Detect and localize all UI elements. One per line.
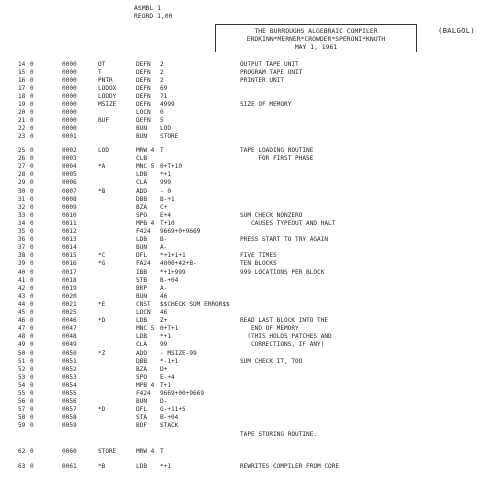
listing-lab: STORE bbox=[98, 448, 117, 455]
listing-seq: 23 bbox=[18, 133, 26, 140]
listing-seq: 28 bbox=[18, 171, 26, 179]
listing-addr: 0060 bbox=[62, 448, 77, 455]
listing-opd: 46 bbox=[160, 292, 168, 300]
listing-opd: T+1 bbox=[160, 381, 172, 389]
listing-opd: 4000+42+B- bbox=[160, 260, 197, 268]
listing-opd: 2 bbox=[160, 61, 164, 68]
listing-cmt: PRINTER UNIT bbox=[240, 77, 285, 84]
listing-lab: *D bbox=[98, 317, 106, 325]
listing-opd: E-+4 bbox=[160, 373, 175, 381]
listing-op: MPB 4 bbox=[136, 381, 155, 389]
listing-op: BUN bbox=[136, 244, 148, 252]
listing-seq: 50 bbox=[18, 349, 26, 357]
listing-seq: 25 bbox=[18, 147, 26, 154]
listing-opd: 4999 bbox=[160, 101, 175, 108]
listing-op: BRP bbox=[136, 284, 148, 292]
listing-zero: 0 bbox=[30, 284, 34, 292]
listing-zero: 0 bbox=[30, 341, 34, 349]
listing-zero: 0 bbox=[30, 252, 34, 260]
listing-addr: 0052 bbox=[62, 365, 77, 373]
listing-op: CNST bbox=[136, 300, 151, 308]
date-line: MAY 1, 1961 bbox=[294, 43, 338, 51]
listing-addr: 0000 bbox=[62, 77, 77, 84]
listing-cmt: FOR FIRST PHASE bbox=[240, 155, 314, 163]
listing-opd: 999 bbox=[160, 179, 172, 187]
listing-cmt: CAUSES TYPEOUT AND HALT bbox=[240, 219, 336, 227]
listing-cmt: PROGRAM TAPE UNIT bbox=[240, 69, 303, 76]
listing-addr: 0018 bbox=[62, 276, 77, 284]
title-box bbox=[215, 24, 417, 52]
listing-op: CLB bbox=[136, 155, 148, 163]
listing-seq: 45 bbox=[18, 309, 26, 316]
listing-opd: 5 bbox=[160, 117, 164, 124]
listing-addr: 0015 bbox=[62, 252, 77, 260]
listing-seq: 41 bbox=[18, 276, 26, 284]
listing-opd: T bbox=[160, 147, 164, 154]
listing-op: LDB bbox=[136, 171, 148, 179]
listing-addr: 0025 bbox=[62, 309, 77, 316]
listing-opd: *-1+1 bbox=[160, 357, 179, 365]
listing-cmt: PRESS START TO TRY AGAIN bbox=[240, 236, 329, 244]
listing-lab: *D bbox=[98, 406, 106, 414]
listing-opd: STORE bbox=[160, 133, 179, 140]
listing-seq: 54 bbox=[18, 381, 26, 389]
listing-opd: *+1 bbox=[160, 463, 172, 470]
listing-lab: LODDY bbox=[98, 93, 117, 100]
listing-cmt: SIZE OF MEMORY bbox=[240, 101, 292, 108]
listing-seq: 17 bbox=[18, 85, 26, 92]
listing-zero: 0 bbox=[30, 325, 34, 333]
listing-opd: B-+04 bbox=[160, 276, 179, 284]
listing-seq: 35 bbox=[18, 228, 26, 235]
listing-zero: 0 bbox=[30, 300, 34, 308]
listing-opd: T+10 bbox=[160, 219, 175, 227]
listing-cmt: SUM CHECK IT, TOO bbox=[240, 357, 303, 365]
listing-addr: 0012 bbox=[62, 228, 77, 235]
listing-opd: 69 bbox=[160, 85, 168, 92]
listing-zero: 0 bbox=[30, 357, 34, 365]
listing-addr: 0047 bbox=[62, 325, 77, 333]
listing-seq: 15 bbox=[18, 69, 26, 76]
listing-opd: 2 bbox=[160, 77, 164, 84]
listing-seq: 39 bbox=[18, 260, 26, 268]
listing-lab: OT bbox=[98, 61, 106, 68]
listing-zero: 0 bbox=[30, 365, 34, 373]
listing-opd: LOD bbox=[160, 125, 172, 132]
listing-zero: 0 bbox=[30, 219, 34, 227]
listing-op: BZA bbox=[136, 365, 148, 373]
reord-directive: REORD 1,00 bbox=[134, 12, 173, 20]
listing-opd: T bbox=[160, 448, 164, 455]
listing-op: DEFN bbox=[136, 77, 151, 84]
listing-opd: E+4 bbox=[160, 211, 172, 219]
listing-lab: *G bbox=[98, 260, 106, 268]
listing-seq: 29 bbox=[18, 179, 26, 187]
listing-zero: 0 bbox=[30, 414, 34, 422]
listing-addr: 0017 bbox=[62, 268, 77, 276]
listing-seq: 57 bbox=[18, 406, 26, 414]
listing-cmt: CORRECTIONS, IF ANY) bbox=[240, 341, 325, 349]
listing-addr: 0000 bbox=[62, 69, 77, 76]
listing-opd: *+1+999 bbox=[160, 268, 186, 276]
listing-zero: 0 bbox=[30, 236, 34, 244]
listing-opd: 9669+0+9669 bbox=[160, 228, 201, 235]
listing-addr: 0000 bbox=[62, 101, 77, 108]
listing-opd: B-+1 bbox=[160, 195, 175, 203]
listing-seq: 47 bbox=[18, 325, 26, 333]
listing-lab: T bbox=[98, 69, 102, 76]
listing-cmt: SUM CHECK NONZERO bbox=[240, 211, 303, 219]
listing-addr: 0016 bbox=[62, 260, 77, 268]
listing-zero: 0 bbox=[30, 268, 34, 276]
listing-lab: *B bbox=[98, 187, 106, 195]
listing-zero: 0 bbox=[30, 163, 34, 171]
listing-opd: A- bbox=[160, 284, 168, 292]
listing-addr: 0056 bbox=[62, 398, 77, 406]
listing-zero: 0 bbox=[30, 398, 34, 406]
listing-zero: 0 bbox=[30, 406, 34, 414]
listing-opd: *+1+1+1 bbox=[160, 252, 186, 260]
listing-addr: 0055 bbox=[62, 390, 77, 397]
listing-zero: 0 bbox=[30, 244, 34, 252]
listing-addr: 0061 bbox=[62, 463, 77, 470]
listing-seq: 27 bbox=[18, 163, 26, 171]
listing-zero: 0 bbox=[30, 422, 34, 430]
listing-cmt: 999 LOCATIONS PER BLOCK bbox=[240, 268, 325, 276]
listing-cmt: (THIS HOLDS PATCHES AND bbox=[240, 333, 332, 341]
listing-opd: STACK bbox=[160, 422, 179, 430]
listing-seq: 26 bbox=[18, 155, 26, 163]
listing-cmt: READ LAST BLOCK INTO THE bbox=[240, 317, 329, 325]
listing-zero: 0 bbox=[30, 317, 34, 325]
listing-seq: 16 bbox=[18, 77, 26, 84]
listing-addr: 0010 bbox=[62, 211, 77, 219]
listing-op: BOF bbox=[136, 422, 148, 430]
listing-seq: 18 bbox=[18, 93, 26, 100]
listing-op: DFL bbox=[136, 406, 148, 414]
listing-opd: A- bbox=[160, 244, 168, 252]
listing-lab: BUF bbox=[98, 117, 110, 124]
listing-seq: 34 bbox=[18, 219, 26, 227]
listing-lab: PNTR bbox=[98, 77, 113, 84]
listing-op: MRW 4 bbox=[136, 147, 155, 154]
listing-addr: 0014 bbox=[62, 244, 77, 252]
listing-zero: 0 bbox=[30, 381, 34, 389]
listing-zero: 0 bbox=[30, 93, 34, 100]
listing-addr: 0003 bbox=[62, 155, 77, 163]
listing-addr: 0021 bbox=[62, 300, 77, 308]
listing-zero: 0 bbox=[30, 228, 34, 235]
listing-op: IBB bbox=[136, 268, 148, 276]
listing-opd: C+ bbox=[160, 203, 168, 211]
listing-zero: 0 bbox=[30, 109, 34, 116]
listing-op: SPO bbox=[136, 373, 148, 381]
listing-op: FA24 bbox=[136, 260, 151, 268]
listing-seq: 20 bbox=[18, 109, 26, 116]
listing-zero: 0 bbox=[30, 276, 34, 284]
title-line: THE BURROUGHS ALGEBRAIC COMPILER bbox=[254, 27, 378, 35]
listing-op: STA bbox=[136, 414, 148, 422]
listing-zero: 0 bbox=[30, 179, 34, 187]
listing-seq: 22 bbox=[18, 125, 26, 132]
listing-addr: 0057 bbox=[62, 406, 77, 414]
listing-opd: $$CHECK SUM ERROR$$ bbox=[160, 300, 230, 308]
listing-addr: 0020 bbox=[62, 292, 77, 300]
listing-op: LDB bbox=[136, 317, 148, 325]
listing-addr: 0002 bbox=[62, 147, 77, 154]
listing-zero: 0 bbox=[30, 187, 34, 195]
listing-op: MPB 4 bbox=[136, 219, 155, 227]
listing-opd: 46 bbox=[160, 309, 168, 316]
listing-opd: D- bbox=[160, 398, 168, 406]
listing-cmt: REWRITES COMPILER FROM CORE bbox=[240, 463, 340, 470]
listing-zero: 0 bbox=[30, 260, 34, 268]
listing-op: DBB bbox=[136, 357, 148, 365]
listing-op: BZA bbox=[136, 203, 148, 211]
listing-cmt: TAPE STORING ROUTINE. bbox=[240, 430, 318, 438]
listing-op: BUN bbox=[136, 133, 148, 140]
listing-addr: 0011 bbox=[62, 219, 77, 227]
listing-addr: 0049 bbox=[62, 341, 77, 349]
listing-addr: 0053 bbox=[62, 373, 77, 381]
listing-addr: 0054 bbox=[62, 381, 77, 389]
listing-zero: 0 bbox=[30, 292, 34, 300]
listing-zero: 0 bbox=[30, 85, 34, 92]
listing-zero: 0 bbox=[30, 171, 34, 179]
listing-seq: 21 bbox=[18, 117, 26, 124]
listing-addr: 0006 bbox=[62, 179, 77, 187]
listing-opd: Z+ bbox=[160, 317, 168, 325]
listing-zero: 0 bbox=[30, 373, 34, 381]
listing-addr: 0009 bbox=[62, 203, 77, 211]
listing-opd: B-+04 bbox=[160, 414, 179, 422]
listing-cmt: TAPE LOADING ROUTINE bbox=[240, 147, 314, 154]
listing-lab: LOD bbox=[98, 147, 110, 154]
listing-op: CLA bbox=[136, 341, 148, 349]
listing-op: LDB bbox=[136, 333, 148, 341]
listing-addr: 0058 bbox=[62, 414, 77, 422]
listing-opd: 0+T+1 bbox=[160, 325, 179, 333]
listing-addr: 0051 bbox=[62, 357, 77, 365]
listing-op: DEFN bbox=[136, 101, 151, 108]
listing-op: STB bbox=[136, 276, 148, 284]
listing-seq: 32 bbox=[18, 203, 26, 211]
listing-addr: 0000 bbox=[62, 117, 77, 124]
listing-opd: 0+T+10 bbox=[160, 163, 183, 171]
listing-opd: 0 bbox=[160, 109, 164, 116]
listing-addr: 0019 bbox=[62, 284, 77, 292]
listing-opd: 9669+00+9669 bbox=[160, 390, 205, 397]
listing-zero: 0 bbox=[30, 117, 34, 124]
listing-seq: 33 bbox=[18, 211, 26, 219]
listing-opd: B- bbox=[160, 236, 168, 244]
listing-op: DEFN bbox=[136, 117, 151, 124]
listing-lab: MSIZE bbox=[98, 101, 117, 108]
listing-op: DEFN bbox=[136, 85, 151, 92]
listing-opd: - MSIZE-99 bbox=[160, 349, 197, 357]
listing-opd: G-+11+5 bbox=[160, 406, 186, 414]
listing-seq: 46 bbox=[18, 317, 26, 325]
listing-opd: 99 bbox=[160, 341, 168, 349]
listing-seq: 49 bbox=[18, 341, 26, 349]
listing-seq: 58 bbox=[18, 414, 26, 422]
listing-zero: 0 bbox=[30, 125, 34, 132]
listing-zero: 0 bbox=[30, 349, 34, 357]
listing-lab: *Z bbox=[98, 349, 106, 357]
listing-op: ADD bbox=[136, 187, 148, 195]
balgol-tag: (BALGOL) bbox=[438, 26, 476, 35]
listing-seq: 44 bbox=[18, 300, 26, 308]
listing-op: F424 bbox=[136, 228, 151, 235]
listing-zero: 0 bbox=[30, 203, 34, 211]
listing-cmt: FIVE TIMES bbox=[240, 252, 277, 260]
listing-addr: 0046 bbox=[62, 317, 77, 325]
authors-line: ERDKINN*MERNER*CROWDER*SPERONI*KNUTH bbox=[246, 35, 386, 43]
listing-op: DFL bbox=[136, 252, 148, 260]
listing-op: BUN bbox=[136, 125, 148, 132]
listing-lab: *B bbox=[98, 463, 106, 470]
listing-op: BUN bbox=[136, 292, 148, 300]
listing-zero: 0 bbox=[30, 211, 34, 219]
listing-zero: 0 bbox=[30, 448, 34, 455]
listing-lab: *E bbox=[98, 300, 106, 308]
listing-addr: 0000 bbox=[62, 125, 77, 132]
listing-addr: 0000 bbox=[62, 85, 77, 92]
listing-op: LDB bbox=[136, 463, 148, 470]
listing-seq: 43 bbox=[18, 292, 26, 300]
listing-addr: 0059 bbox=[62, 422, 77, 430]
listing-op: ADD bbox=[136, 349, 148, 357]
listing-seq: 37 bbox=[18, 244, 26, 252]
listing-zero: 0 bbox=[30, 133, 34, 140]
listing-op: LOCN bbox=[136, 109, 151, 116]
listing-op: LDB bbox=[136, 236, 148, 244]
listing-cmt: TEN BLOCKS bbox=[240, 260, 277, 268]
listing-addr: 0013 bbox=[62, 236, 77, 244]
listing-lab: LODOX bbox=[98, 85, 117, 92]
listing-op: CLA bbox=[136, 179, 148, 187]
listing-zero: 0 bbox=[30, 101, 34, 108]
listing-zero: 0 bbox=[30, 390, 34, 397]
listing-zero: 0 bbox=[30, 147, 34, 154]
listing-addr: 0001 bbox=[62, 133, 77, 140]
listing-addr: 0048 bbox=[62, 333, 77, 341]
listing-cmt: OUTPUT TAPE UNIT bbox=[240, 61, 299, 68]
listing-seq: 14 bbox=[18, 61, 26, 68]
listing-zero: 0 bbox=[30, 333, 34, 341]
listing-opd: D+ bbox=[160, 365, 168, 373]
asmbl-directive: ASMBL 1 bbox=[134, 4, 161, 12]
listing-seq: 36 bbox=[18, 236, 26, 244]
listing-op: DEFN bbox=[136, 69, 151, 76]
listing-op: F424 bbox=[136, 390, 151, 397]
listing-zero: 0 bbox=[30, 195, 34, 203]
listing-seq: 31 bbox=[18, 195, 26, 203]
listing-addr: 0050 bbox=[62, 349, 77, 357]
listing-op: MNC 5 bbox=[136, 325, 155, 333]
listing-op: MRW 4 bbox=[136, 448, 155, 455]
listing-opd: - 0 bbox=[160, 187, 172, 195]
listing-addr: 0005 bbox=[62, 171, 77, 179]
listing-seq: 55 bbox=[18, 390, 26, 397]
listing-seq: 40 bbox=[18, 268, 26, 276]
listing-zero: 0 bbox=[30, 77, 34, 84]
listing-op: DEFN bbox=[136, 93, 151, 100]
listing-addr: 0000 bbox=[62, 109, 77, 116]
listing-op: MNC 5 bbox=[136, 163, 155, 171]
listing-seq: 62 bbox=[18, 448, 26, 455]
listing-seq: 52 bbox=[18, 365, 26, 373]
listing-addr: 0000 bbox=[62, 61, 77, 68]
listing-opd: 71 bbox=[160, 93, 168, 100]
listing-opd: *+1 bbox=[160, 333, 172, 341]
listing-seq: 19 bbox=[18, 101, 26, 108]
listing-addr: 0004 bbox=[62, 163, 77, 171]
listing-lab: *C bbox=[98, 252, 106, 260]
listing-addr: 0007 bbox=[62, 187, 77, 195]
listing-zero: 0 bbox=[30, 463, 34, 470]
listing-addr: 0000 bbox=[62, 93, 77, 100]
listing-seq: 53 bbox=[18, 373, 26, 381]
listing-op: DBB bbox=[136, 195, 148, 203]
listing-seq: 56 bbox=[18, 398, 26, 406]
listing-op: SPO bbox=[136, 211, 148, 219]
listing-zero: 0 bbox=[30, 309, 34, 316]
listing-opd: *+1 bbox=[160, 171, 172, 179]
listing-zero: 0 bbox=[30, 155, 34, 163]
listing-seq: 42 bbox=[18, 284, 26, 292]
listing-seq: 59 bbox=[18, 422, 26, 430]
listing-seq: 48 bbox=[18, 333, 26, 341]
listing-addr: 0008 bbox=[62, 195, 77, 203]
listing-op: BUN bbox=[136, 398, 148, 406]
listing-opd: 2 bbox=[160, 69, 164, 76]
listing-lab: *A bbox=[98, 163, 106, 171]
listing-zero: 0 bbox=[30, 61, 34, 68]
listing-seq: 38 bbox=[18, 252, 26, 260]
listing-seq: 63 bbox=[18, 463, 26, 470]
listing-seq: 51 bbox=[18, 357, 26, 365]
listing-cmt: END OF MEMORY bbox=[240, 325, 299, 333]
listing-op: LOCN bbox=[136, 309, 151, 316]
listing-seq: 30 bbox=[18, 187, 26, 195]
listing-op: DEFN bbox=[136, 61, 151, 68]
listing-zero: 0 bbox=[30, 69, 34, 76]
